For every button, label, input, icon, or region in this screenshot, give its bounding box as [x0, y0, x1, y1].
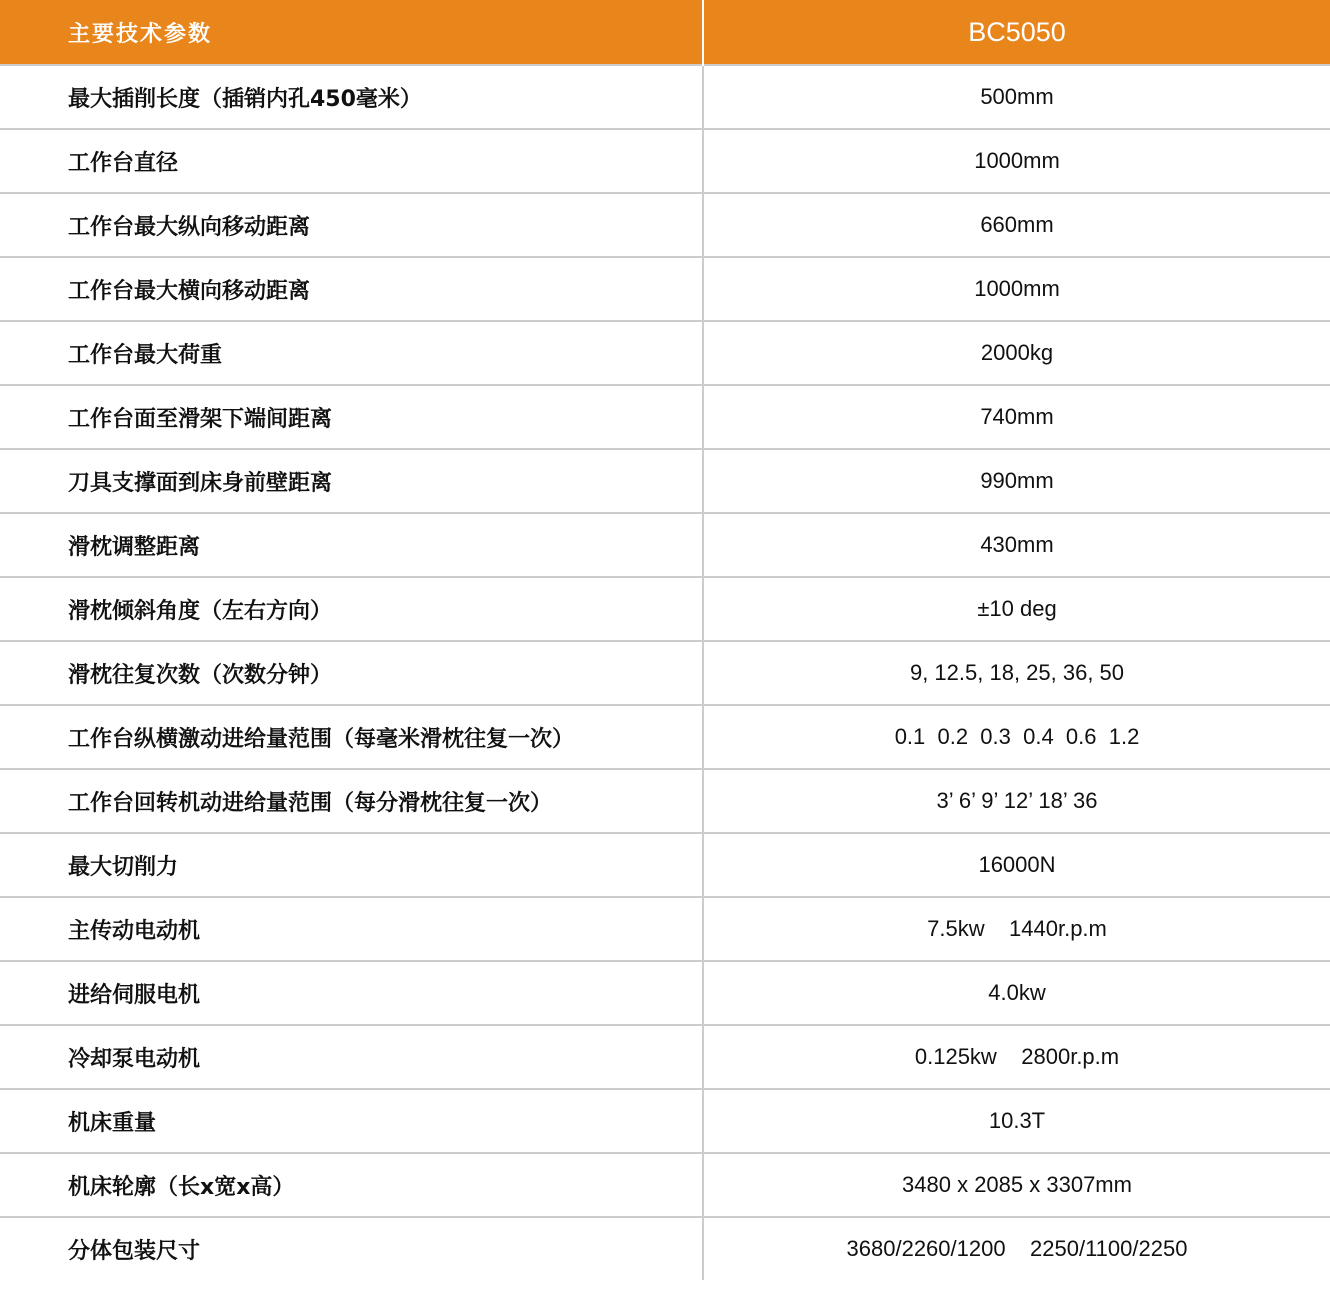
param-name: 工作台纵横激动进给量范围（每毫米滑枕往复一次） — [0, 705, 703, 769]
param-value: 7.5kw 1440r.p.m — [703, 897, 1330, 961]
param-value: 10.3T — [703, 1089, 1330, 1153]
param-value: 16000N — [703, 833, 1330, 897]
param-value: 2000kg — [703, 321, 1330, 385]
table-row — [0, 1089, 1330, 1153]
table-row — [0, 705, 1330, 769]
table-row — [0, 385, 1330, 449]
header-model: BC5050 — [703, 0, 1330, 65]
param-name: 工作台面至滑架下端间距离 — [0, 385, 703, 449]
header-param-label: 主要技术参数 — [0, 0, 703, 65]
param-value: 0.1 0.2 0.3 0.4 0.6 1.2 — [703, 705, 1330, 769]
param-name: 工作台最大横向移动距离 — [0, 257, 703, 321]
table-row — [0, 1153, 1330, 1217]
param-name: 冷却泵电动机 — [0, 1025, 703, 1089]
param-name: 滑枕倾斜角度（左右方向） — [0, 577, 703, 641]
param-value: 500mm — [703, 65, 1330, 129]
table-row — [0, 961, 1330, 1025]
table-row — [0, 769, 1330, 833]
param-name: 滑枕往复次数（次数分钟） — [0, 641, 703, 705]
header-row — [0, 0, 1330, 65]
param-value: 3480 x 2085 x 3307mm — [703, 1153, 1330, 1217]
table-row — [0, 321, 1330, 385]
table-row — [0, 129, 1330, 193]
table-row — [0, 897, 1330, 961]
param-name: 进给伺服电机 — [0, 961, 703, 1025]
param-name: 主传动电动机 — [0, 897, 703, 961]
table-row — [0, 65, 1330, 129]
param-name: 工作台回转机动进给量范围（每分滑枕往复一次） — [0, 769, 703, 833]
param-name: 最大插削长度（插销内孔450毫米） — [0, 65, 703, 129]
param-value: 660mm — [703, 193, 1330, 257]
param-value: 3680/2260/1200 2250/1100/2250 — [703, 1217, 1330, 1280]
param-value: 9, 12.5, 18, 25, 36, 50 — [703, 641, 1330, 705]
table-row — [0, 1217, 1330, 1280]
param-name: 分体包装尺寸 — [0, 1217, 703, 1280]
param-value: 1000mm — [703, 257, 1330, 321]
param-name: 刀具支撑面到床身前壁距离 — [0, 449, 703, 513]
param-value: 4.0kw — [703, 961, 1330, 1025]
param-name: 工作台最大纵向移动距离 — [0, 193, 703, 257]
spec-table-body — [0, 65, 1330, 1280]
param-name: 机床重量 — [0, 1089, 703, 1153]
table-row — [0, 257, 1330, 321]
param-name: 机床轮廓（长x宽x高） — [0, 1153, 703, 1217]
table-row — [0, 833, 1330, 897]
param-name: 工作台最大荷重 — [0, 321, 703, 385]
param-value: 0.125kw 2800r.p.m — [703, 1025, 1330, 1089]
param-name: 滑枕调整距离 — [0, 513, 703, 577]
table-row — [0, 641, 1330, 705]
table-row — [0, 577, 1330, 641]
param-value: 3’ 6’ 9’ 12’ 18’ 36 — [703, 769, 1330, 833]
param-name: 最大切削力 — [0, 833, 703, 897]
table-row — [0, 449, 1330, 513]
param-value: 430mm — [703, 513, 1330, 577]
param-value: 740mm — [703, 385, 1330, 449]
table-row — [0, 1025, 1330, 1089]
table-row — [0, 193, 1330, 257]
spec-table-header — [0, 0, 1330, 65]
param-value: 1000mm — [703, 129, 1330, 193]
table-row — [0, 513, 1330, 577]
param-value: ±10 deg — [703, 577, 1330, 641]
param-value: 990mm — [703, 449, 1330, 513]
param-name: 工作台直径 — [0, 129, 703, 193]
